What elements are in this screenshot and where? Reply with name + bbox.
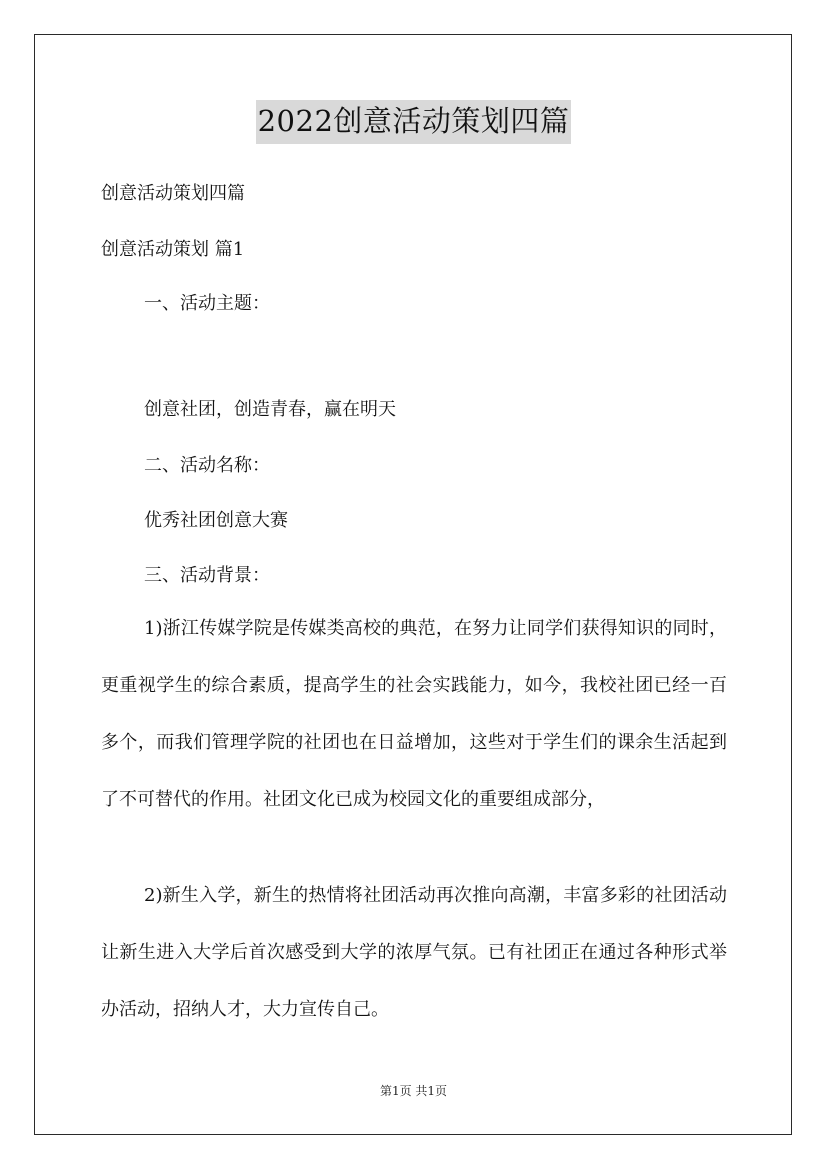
paragraph-2: 2)新生入学，新生的热情将社团活动再次推向高潮，丰富多彩的社团活动让新生进入大学后首次感受到大学的浓厚气氛。已有社团正在通过各种形式举办活动，招纳人才，大力宣传自己。 [101, 885, 727, 1020]
title-container [0, 100, 827, 144]
paragraph-1: 1)浙江传媒学院是传媒类高校的典范，在努力让同学们获得知识的同时，更重视学生的综合素质，提高学生的社会实践能力，如今，我校社团已经一百多个，而我们管理学院的社团也在日益增加，这些对于学生们的课余生活起到了不可替代的作用。社团文化已成为校园文化的重要组成部分， [101, 618, 727, 810]
document-title: 2022创意活动策划四篇 [256, 100, 572, 144]
subtitle-line: 创意活动策划四篇 [101, 183, 245, 204]
name-text: 优秀社团创意大赛 [144, 510, 288, 531]
background-heading: 三、活动背景： [144, 565, 270, 586]
name-heading: 二、活动名称： [144, 455, 270, 476]
theme-text: 创意社团，创造青春，赢在明天 [144, 399, 396, 420]
theme-heading: 一、活动主题： [144, 293, 270, 314]
page-footer: 第1页 共1页 [379, 1084, 448, 1098]
section-heading: 创意活动策划 篇1 [101, 239, 245, 260]
